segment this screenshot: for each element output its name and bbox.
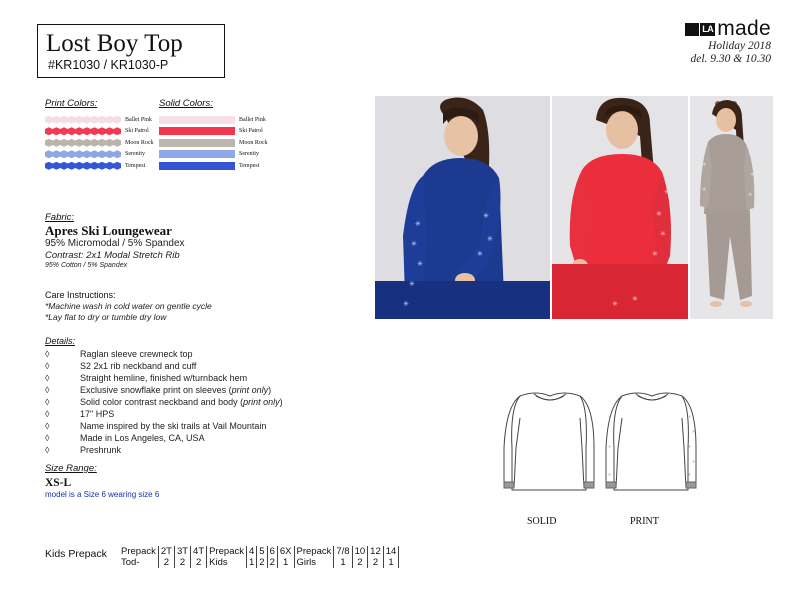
print-swatch (45, 162, 121, 170)
diamond-bullet-icon: ◊ (45, 397, 50, 407)
diamond-bullet-icon: ◊ (45, 421, 50, 431)
prepack-table (119, 546, 399, 568)
print-color-name: Ballet Pink (125, 116, 152, 123)
detail-text: Raglan sleeve crewneck top (80, 349, 193, 359)
photo-moon-rock (690, 96, 773, 319)
svg-text:✳: ✳ (748, 192, 753, 198)
detail-text: Exclusive snowflake print on sleeves (print only) (80, 385, 272, 395)
diamond-bullet-icon: ◊ (45, 385, 50, 395)
delivery-dates: del. 9.30 & 10.30 (690, 53, 771, 65)
prepack-qty: 2 (174, 557, 190, 568)
solid-swatch (159, 162, 235, 170)
svg-text:✳: ✳ (688, 444, 692, 449)
solid-color-name: Ballet Pink (239, 116, 266, 123)
model-size-note: model is a Size 6 wearing size 6 (45, 490, 160, 499)
fabric-name: Apres Ski Loungewear (45, 223, 172, 238)
prepack-group-sub: Tod- (121, 557, 140, 568)
size-section (45, 463, 159, 500)
season-label: Holiday 2018 (708, 40, 771, 52)
detail-text: Preshrunk (80, 445, 122, 455)
print-swatch (45, 139, 121, 147)
diamond-bullet-icon: ◊ (45, 373, 50, 383)
detail-item (45, 360, 365, 372)
prepack-heading: Kids Prepack (45, 548, 107, 560)
solid-color-row (159, 160, 268, 172)
solid-swatch (159, 116, 235, 124)
svg-text:✳: ✳ (656, 210, 662, 218)
fabric-section (45, 212, 365, 270)
prepack-size: 6 (267, 546, 277, 557)
print-color-row (45, 114, 154, 126)
svg-text:✳: ✳ (403, 300, 409, 308)
solid-color-name: Moon Rock (239, 139, 268, 146)
prepack-group-label: Prepack (121, 546, 156, 557)
details-heading: Details: (45, 336, 76, 346)
svg-text:✳: ✳ (660, 230, 666, 238)
prepack-size: 10 (352, 546, 368, 557)
detail-text: 17" HPS (80, 409, 115, 419)
svg-text:✳: ✳ (702, 162, 707, 168)
solid-swatch (159, 150, 235, 158)
detail-text: Made in Los Angeles, CA, USA (80, 433, 205, 443)
detail-item (45, 408, 365, 420)
solid-color-row (159, 126, 268, 138)
print-color-name: Moon Rock (125, 139, 154, 146)
care-line: *Lay flat to dry or tumble dry low (45, 312, 167, 322)
size-range: XS-L (45, 477, 72, 489)
prepack-size: 4 (247, 546, 257, 557)
prepack-size: 4T (191, 546, 207, 557)
svg-text:✳: ✳ (477, 250, 483, 258)
prepack-qty: 1 (334, 557, 352, 568)
prepack-size: 14 (383, 546, 399, 557)
detail-item (45, 420, 365, 432)
prepack-qty: 2 (352, 557, 368, 568)
solid-color-name: Serenity (239, 151, 259, 158)
prepack-size: 7/8 (334, 546, 352, 557)
svg-text:✳: ✳ (688, 414, 692, 419)
svg-text:✳: ✳ (415, 220, 421, 228)
svg-text:✳: ✳ (692, 459, 696, 464)
svg-text:✳: ✳ (608, 472, 612, 477)
svg-text:✳: ✳ (608, 414, 612, 419)
svg-text:✳: ✳ (612, 429, 616, 434)
product-photos (375, 96, 773, 319)
svg-text:✳: ✳ (750, 172, 755, 178)
solid-colors-heading: Solid Colors: (159, 98, 213, 109)
solid-color-name: Ski Patrol (239, 128, 263, 135)
care-line: *Machine wash in cold water on gentle cycle (45, 301, 212, 311)
diamond-bullet-icon: ◊ (45, 433, 50, 443)
prepack-size: 5 (257, 546, 267, 557)
detail-text: Straight hemline, finished w/turnback hem (80, 373, 248, 383)
solid-color-name: Tempest (239, 162, 260, 169)
prepack-qty: 2 (191, 557, 207, 568)
print-color-name: Ski Patrol (125, 128, 149, 135)
svg-text:✳: ✳ (702, 187, 707, 193)
prepack-qty: 2 (368, 557, 384, 568)
detail-item (45, 444, 365, 456)
svg-text:✳: ✳ (664, 188, 670, 196)
garment-flat-sketches-icon (496, 388, 706, 508)
contrast-content: 95% Cotton / 5% Spandex (45, 262, 128, 269)
detail-text: S2 2x1 rib neckband and cuff (80, 361, 197, 371)
svg-text:✳: ✳ (411, 240, 417, 248)
prepack-group-label: Prepack (296, 546, 332, 557)
details-section (45, 335, 365, 456)
svg-text:✳: ✳ (688, 472, 692, 477)
prepack-qty: 1 (247, 557, 257, 568)
svg-text:✳: ✳ (692, 429, 696, 434)
svg-text:✳: ✳ (417, 260, 423, 268)
diamond-bullet-icon: ◊ (45, 409, 50, 419)
prepack-group-sub: Kids (209, 557, 228, 568)
prepack-qty: 1 (277, 557, 294, 568)
svg-text:✳: ✳ (632, 295, 638, 303)
style-code: #KR1030 / KR1030-P (48, 58, 169, 72)
print-colors-heading: Print Colors: (45, 98, 98, 109)
svg-text:✳: ✳ (608, 444, 612, 449)
prepack-group-sub: Girls (296, 557, 317, 568)
contrast-fabric: Contrast: 2x1 Modal Stretch Rib (45, 250, 180, 261)
solid-swatch (159, 127, 235, 135)
prepack-group-label: Prepack (209, 546, 244, 557)
solid-swatch (159, 139, 235, 147)
print-swatch (45, 150, 121, 158)
svg-text:✳: ✳ (748, 152, 753, 158)
detail-text: Solid color contrast neckband and body (print only) (80, 397, 283, 407)
fabric-content: 95% Micromodal / 5% Spandex (45, 238, 185, 249)
detail-item (45, 372, 365, 384)
prepack-size: 12 (368, 546, 384, 557)
diamond-bullet-icon: ◊ (45, 361, 50, 371)
model-photo-ski-patrol-icon (552, 96, 688, 319)
svg-text:✳: ✳ (487, 235, 493, 243)
brand-block (685, 18, 771, 66)
print-colors-section (45, 98, 154, 172)
prepack-qty: 2 (267, 557, 277, 568)
prepack-qty-row (119, 557, 399, 568)
print-color-row (45, 137, 154, 149)
detail-item (45, 432, 365, 444)
size-range-label: Size Range: (45, 463, 97, 474)
solid-color-row (159, 114, 268, 126)
print-swatch (45, 127, 121, 135)
prepack-qty: 1 (383, 557, 399, 568)
brand-logo (685, 18, 771, 40)
detail-item (45, 396, 365, 408)
svg-text:✳: ✳ (612, 300, 618, 308)
print-color-row (45, 149, 154, 161)
prepack-qty: 2 (158, 557, 174, 568)
print-flat-label: PRINT (630, 516, 659, 527)
photo-tempest (375, 96, 550, 319)
diamond-bullet-icon: ◊ (45, 349, 50, 359)
prepack-size: 2T (158, 546, 174, 557)
solid-color-row (159, 137, 268, 149)
print-swatch (45, 116, 121, 124)
care-section (45, 290, 365, 323)
svg-text:✳: ✳ (612, 459, 616, 464)
care-heading: Care Instructions: (45, 290, 116, 300)
logo-made: made (717, 17, 771, 40)
prepack-size: 3T (174, 546, 190, 557)
style-title: Lost Boy Top (46, 30, 183, 57)
style-title-box (37, 24, 225, 78)
diamond-bullet-icon: ◊ (45, 445, 50, 455)
solid-flat-label: SOLID (527, 516, 557, 527)
svg-text:✳: ✳ (652, 250, 658, 258)
solid-colors-section (159, 98, 268, 172)
photo-ski-patrol (552, 96, 688, 319)
fabric-label: Fabric: (45, 212, 75, 223)
print-color-name: Tempest (125, 162, 146, 169)
prepack-size: 6X (277, 546, 294, 557)
prepack-size-row (119, 546, 399, 557)
detail-item (45, 348, 365, 360)
detail-text: Name inspired by the ski trails at Vail Mountain (80, 421, 267, 431)
print-color-row (45, 126, 154, 138)
svg-text:✳: ✳ (483, 212, 489, 220)
technical-flats (496, 388, 706, 528)
logo-square-icon (685, 23, 699, 36)
detail-item (45, 384, 365, 396)
logo-la: LA (702, 23, 714, 34)
print-color-row (45, 160, 154, 172)
model-photo-moon-rock-icon (690, 96, 773, 319)
svg-text:✳: ✳ (409, 280, 415, 288)
prepack-qty: 2 (257, 557, 267, 568)
model-photo-tempest-icon (375, 96, 550, 319)
solid-color-row (159, 149, 268, 161)
print-color-name: Serenity (125, 151, 145, 158)
